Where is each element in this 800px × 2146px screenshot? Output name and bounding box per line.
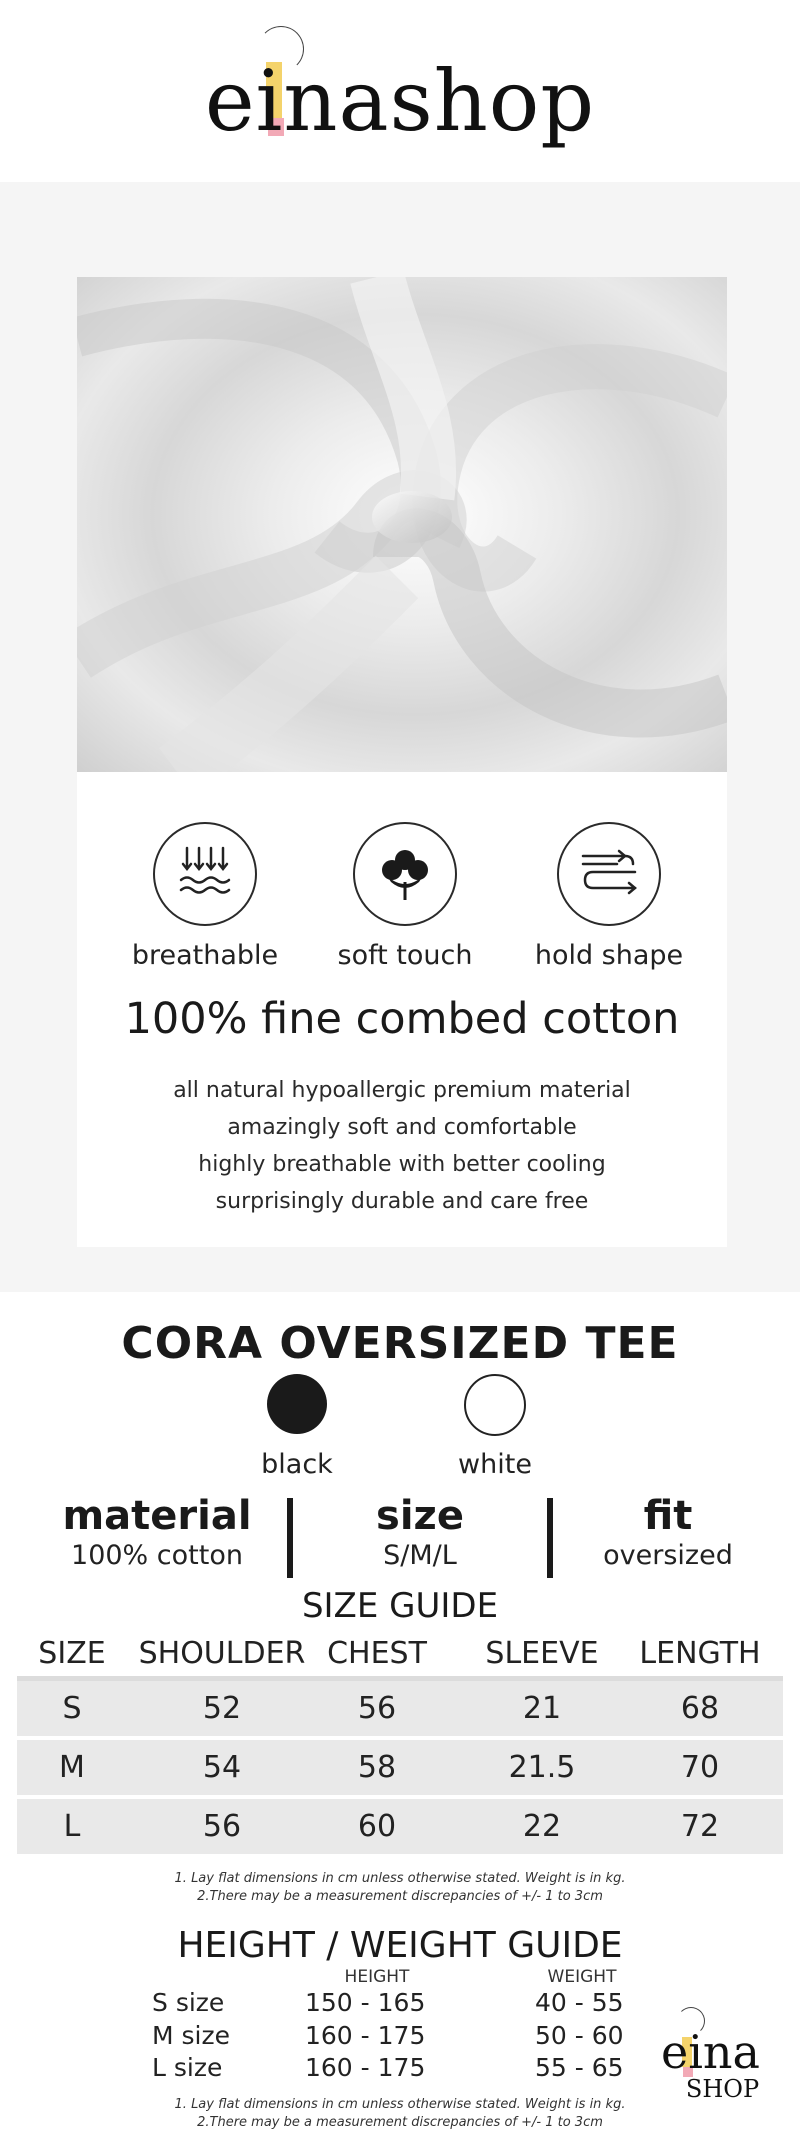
table-cell: 54	[202, 1750, 242, 1785]
spec-value: oversized	[603, 1540, 733, 1571]
weight-column-header: WEIGHT	[547, 1967, 617, 1987]
cotton-title: 100% fine combed cotton	[124, 994, 680, 1044]
spec-title: fit	[643, 1493, 693, 1539]
cotton-feature-card	[77, 772, 727, 1247]
small-logo-sub: SHOP	[685, 2075, 760, 2103]
feature-hold-shape	[509, 822, 709, 971]
feature-label: breathable	[131, 940, 279, 971]
hw-height: 150 - 165	[305, 1988, 426, 2017]
header-cell: LENGTH	[639, 1636, 761, 1671]
fabric-swirl-illustration	[77, 277, 727, 772]
cotton-flower-icon	[353, 822, 457, 926]
size-note-1: 1. Lay flat dimensions in cm unless otherwise stated. Weight is in kg.	[174, 1871, 626, 1886]
spec-title: size	[376, 1493, 464, 1539]
header-cell: SLEEVE	[485, 1636, 599, 1671]
spec-fit	[548, 1493, 788, 1573]
size-note-2: 2.There may be a measurement discrepancies of +/- 1 to 3cm	[197, 1889, 603, 1904]
product-title: CORA OVERSIZED TEE	[121, 1318, 679, 1369]
hw-height: 160 - 175	[305, 2021, 426, 2050]
brand-logo[interactable]	[0, 22, 800, 152]
height-column-header: HEIGHT	[344, 1967, 410, 1987]
table-cell: 72	[680, 1809, 720, 1844]
spec-size	[300, 1493, 540, 1573]
size-table-header	[17, 1634, 783, 1681]
size-guide-title: SIZE GUIDE	[301, 1586, 499, 1626]
hw-weight: 50 - 60	[535, 2021, 624, 2050]
feature-label: hold shape	[534, 940, 684, 971]
table-cell: M	[59, 1750, 85, 1785]
spec-value: 100% cotton	[71, 1540, 243, 1571]
hw-note-2: 2.There may be a measurement discrepancies of +/- 1 to 3cm	[197, 2115, 603, 2130]
fabric-image	[77, 277, 727, 772]
hw-weight: 40 - 55	[535, 1988, 624, 2017]
table-cell: 52	[202, 1691, 242, 1726]
color-swatch-black[interactable]	[267, 1374, 327, 1434]
table-cell: 70	[680, 1750, 720, 1785]
spec-value: S/M/L	[383, 1540, 457, 1571]
logo-text: einashop	[204, 52, 596, 150]
table-cell: 21.5	[508, 1750, 576, 1785]
breathable-icon	[153, 822, 257, 926]
hw-note-1: 1. Lay flat dimensions in cm unless otherwise stated. Weight is in kg.	[174, 2097, 626, 2112]
table-cell: 60	[357, 1809, 397, 1844]
header-cell: SIZE	[38, 1636, 106, 1671]
spec-title: material	[62, 1493, 252, 1539]
color-label-white: white	[458, 1449, 532, 1480]
cotton-line: highly breathable with better cooling	[198, 1152, 606, 1177]
small-logo-text: eina	[661, 2025, 760, 2079]
table-row	[17, 1799, 783, 1854]
feature-label: soft touch	[337, 940, 473, 971]
fabric-panel	[0, 182, 800, 1292]
hw-weight: 55 - 65	[535, 2053, 624, 2082]
cotton-line: amazingly soft and comfortable	[227, 1115, 577, 1140]
color-swatch-white[interactable]	[464, 1374, 526, 1436]
cotton-description	[77, 1072, 727, 1220]
spec-divider	[287, 1498, 293, 1578]
hold-shape-icon	[557, 822, 661, 926]
table-row	[17, 1681, 783, 1736]
table-cell: 68	[680, 1691, 720, 1726]
spec-material	[37, 1493, 277, 1573]
table-row	[17, 1740, 783, 1795]
header-cell: CHEST	[327, 1636, 427, 1671]
table-cell: 21	[522, 1691, 562, 1726]
table-cell: 56	[357, 1691, 397, 1726]
hw-height: 160 - 175	[305, 2053, 426, 2082]
height-weight-guide-title: HEIGHT / WEIGHT GUIDE	[177, 1925, 623, 1966]
hw-size: M size	[152, 2021, 230, 2050]
small-brand-logo[interactable]	[655, 2003, 790, 2103]
table-cell: L	[63, 1809, 81, 1844]
table-cell: 22	[522, 1809, 562, 1844]
color-label-black: black	[261, 1449, 333, 1480]
feature-soft-touch	[305, 822, 505, 971]
hw-size: L size	[152, 2053, 223, 2082]
hw-size: S size	[152, 1988, 225, 2017]
cotton-line: surprisingly durable and care free	[215, 1189, 589, 1214]
table-cell: S	[62, 1691, 82, 1726]
table-cell: 56	[202, 1809, 242, 1844]
cotton-line: all natural hypoallergic premium material	[173, 1078, 631, 1103]
header-cell: SHOULDER	[138, 1636, 306, 1671]
size-guide-table	[17, 1634, 783, 1854]
feature-breathable	[105, 822, 305, 971]
table-cell: 58	[357, 1750, 397, 1785]
